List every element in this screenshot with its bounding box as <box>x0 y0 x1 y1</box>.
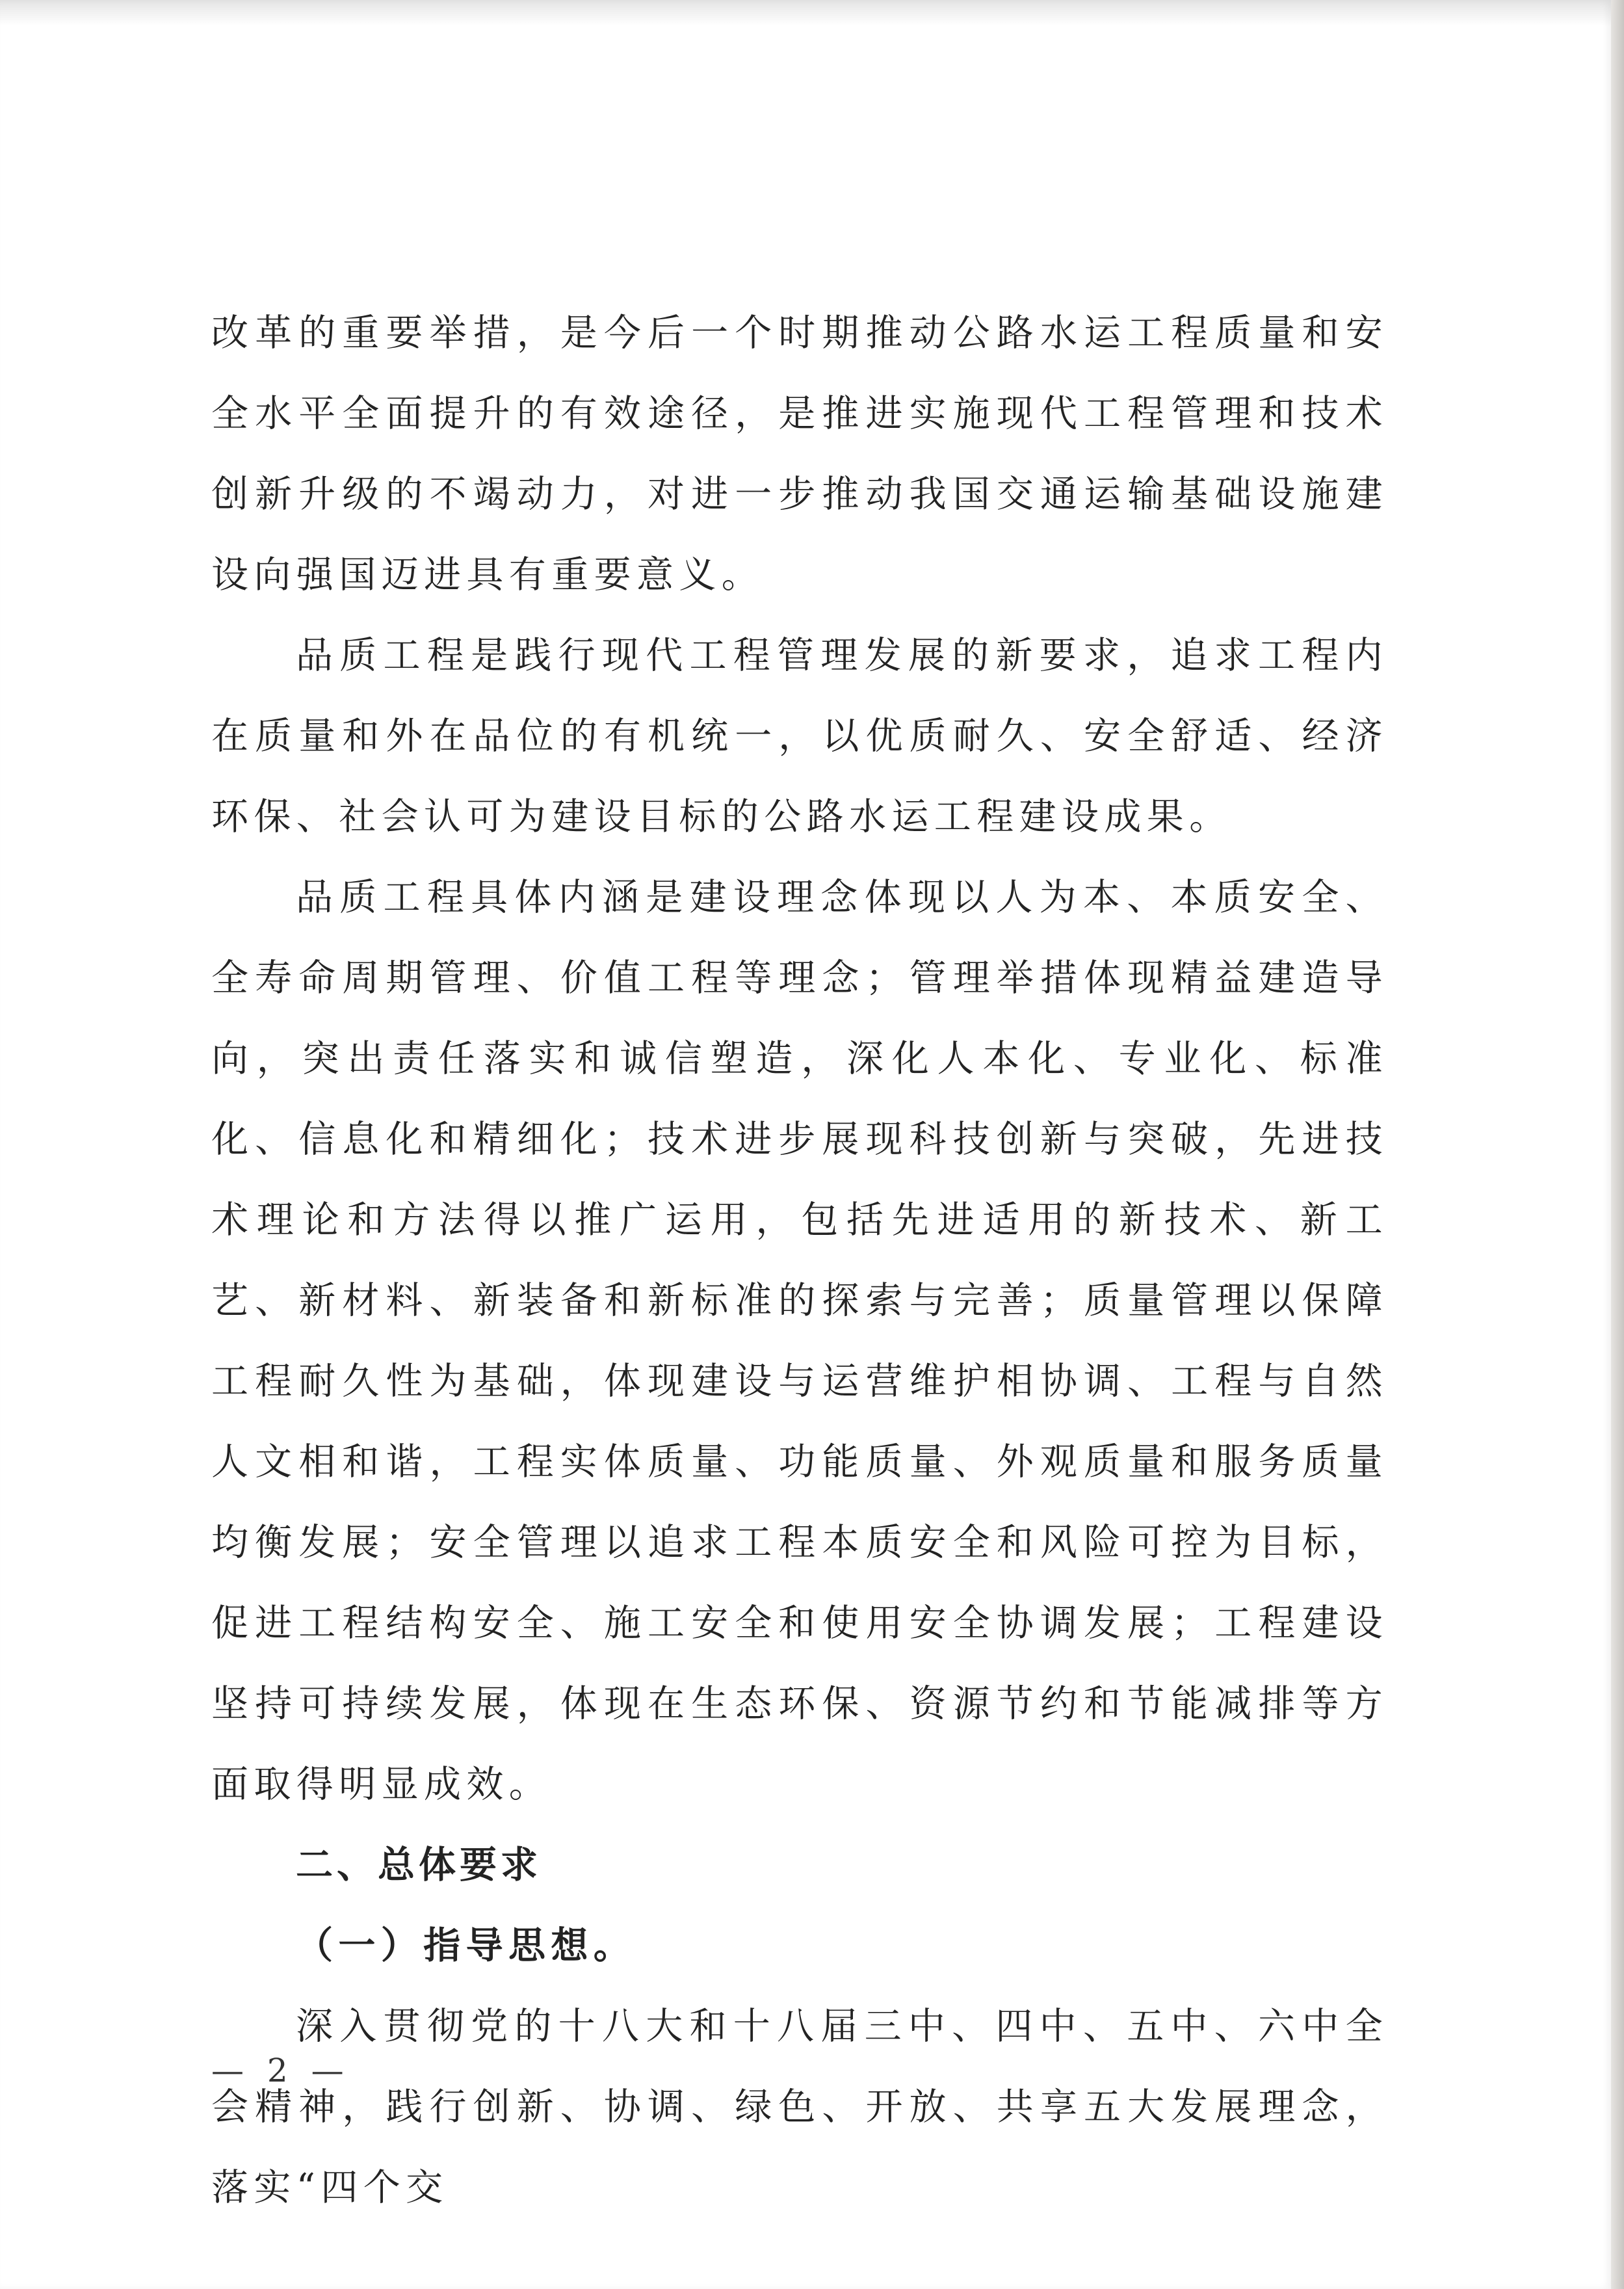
paragraph-guiding-ideology: 深入贯彻党的十八大和十八届三中、四中、五中、六中全会精神，践行创新、协调、绿色、开放、共享五大发展理念，落实“四个交 <box>211 2005 1388 2209</box>
paragraph-continuation: 改革的重要举措，是今后一个时期推动公路水运工程质量和安全水平全面提升的有效途径，是推进实施现代工程管理和技术创新升级的不竭动力，对进一步推动我国交通运输基础设施建设向强国迈进具有重要意义。 <box>211 311 1388 596</box>
paragraph-quality-engineering-definition: 品质工程是践行现代工程管理发展的新要求，追求工程内在质量和外在品位的有机统一，以优质耐久、安全舒适、经济环保、社会认可为建设目标的公路水运工程建设成果。 <box>211 634 1388 838</box>
section-heading: 二、总体要求 <box>296 1844 542 1886</box>
body-text <box>211 293 1388 2228</box>
page-number: — 2 — <box>211 2052 350 2089</box>
scan-shadow <box>0 0 1611 26</box>
page-edge <box>1611 0 1624 2289</box>
paragraph-quality-engineering-connotation: 品质工程具体内涵是建设理念体现以人为本、本质安全、全寿命周期管理、价值工程等理念；管理举措体现精益建造导向，突出责任落实和诚信塑造，深化人本化、专业化、标准化、信息化和精细化；技术进步展现科技创新与突破，先进技术理论和方法得以推广运用，包括先进适用的新技术、新工艺、新材料、新装备和新标准的探索与完善；质量管理以保障工程耐久性为基础，体现建设与运营维护相协调、工程与自然人文相和谐，工程实体质量、功能质量、外观质量和服务质量均衡发展；安全管理以追求工程本质安全和风险可控为目标，促进工程结构安全、施工安全和使用安全协调发展；工程建设坚持可持续发展，体现在生态环保、资源节约和节能减排等方面取得明显成效。 <box>211 876 1388 1806</box>
subsection-heading: （一）指导思想。 <box>296 1924 636 1967</box>
